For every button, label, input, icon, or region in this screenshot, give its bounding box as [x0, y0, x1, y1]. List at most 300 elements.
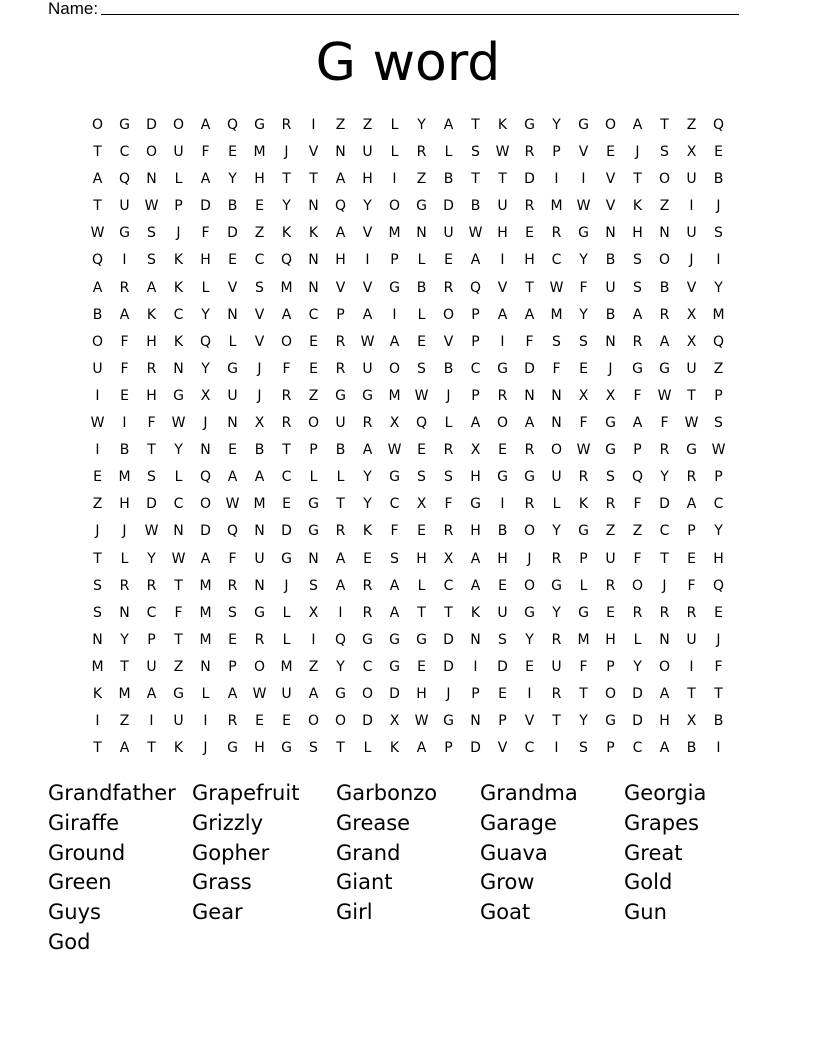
- grid-cell: B: [605, 252, 616, 269]
- grid-cell: A: [200, 117, 211, 133]
- grid-cell: O: [604, 117, 617, 133]
- grid-cell: S: [579, 740, 588, 757]
- grid-cell: G: [632, 360, 643, 377]
- grid-cell: T: [147, 740, 156, 757]
- grid-cell: F: [201, 144, 210, 161]
- grid-cell: U: [686, 631, 697, 648]
- grid-cell: G: [686, 442, 697, 459]
- grid-cell: P: [174, 198, 183, 215]
- grid-cell: G: [524, 604, 535, 621]
- grid-cell: P: [633, 442, 642, 459]
- grid-cell: F: [390, 523, 399, 540]
- grid-row: [84, 384, 732, 411]
- grid-cell: A: [146, 279, 157, 296]
- grid-cell: Z: [308, 658, 319, 675]
- grid-cell: I: [311, 631, 316, 648]
- grid-cell: K: [173, 279, 184, 296]
- grid-cell: I: [473, 658, 478, 675]
- grid-cell: S: [552, 333, 561, 350]
- grid-cell: J: [689, 252, 694, 269]
- grid-cell: H: [416, 685, 427, 702]
- grid-cell: S: [579, 333, 588, 350]
- grid-cell: J: [635, 144, 640, 161]
- grid-cell: J: [446, 685, 451, 702]
- grid-cell: E: [498, 577, 507, 594]
- grid-cell: J: [662, 577, 667, 594]
- grid-cell: W: [657, 387, 672, 404]
- grid-cell: T: [498, 171, 507, 188]
- grid-cell: S: [309, 740, 318, 757]
- grid-cell: Z: [92, 496, 103, 513]
- grid-cell: Z: [362, 117, 373, 133]
- grid-cell: N: [308, 198, 319, 215]
- grid-cell: D: [281, 523, 292, 540]
- grid-cell: A: [632, 117, 643, 133]
- grid-cell: W: [360, 333, 375, 350]
- grid-cell: P: [714, 469, 723, 486]
- grid-cell: S: [714, 225, 723, 242]
- grid-cell: J: [257, 387, 262, 404]
- grid-cell: T: [444, 604, 453, 621]
- grid-cell: G: [605, 713, 616, 730]
- grid-cell: A: [308, 685, 319, 702]
- grid-cell: E: [282, 496, 291, 513]
- grid-cell: Q: [118, 171, 131, 188]
- grid-cell: T: [174, 631, 183, 648]
- grid-cell: J: [446, 387, 451, 404]
- grid-cell: G: [281, 550, 292, 567]
- grid-cell: O: [631, 577, 644, 594]
- grid-cell: S: [93, 604, 102, 621]
- grid-cell: Q: [415, 415, 428, 432]
- grid-cell: Y: [552, 523, 561, 540]
- grid-cell: H: [119, 496, 130, 513]
- grid-cell: S: [390, 550, 399, 567]
- grid-cell: Y: [633, 658, 642, 675]
- grid-row: [84, 276, 732, 303]
- grid-cell: L: [201, 685, 210, 702]
- grid-cell: R: [551, 225, 562, 242]
- grid-cell: F: [444, 496, 453, 513]
- grid-cell: E: [309, 360, 318, 377]
- grid-cell: R: [551, 685, 562, 702]
- grid-cell: P: [687, 523, 696, 540]
- grid-cell: E: [228, 144, 237, 161]
- grid-row: [84, 194, 732, 221]
- grid-cell: R: [551, 550, 562, 567]
- grid-cell: H: [416, 550, 427, 567]
- grid-cell: K: [497, 117, 508, 133]
- grid-cell: L: [552, 496, 561, 513]
- grid-cell: V: [605, 171, 616, 188]
- grid-cell: W: [171, 550, 186, 567]
- grid-cell: R: [659, 604, 670, 621]
- grid-cell: O: [172, 117, 185, 133]
- grid-cell: J: [203, 740, 208, 757]
- grid-cell: S: [633, 252, 642, 269]
- grid-cell: O: [361, 685, 374, 702]
- grid-cell: O: [523, 523, 536, 540]
- grid-cell: A: [200, 550, 211, 567]
- grid-cell: X: [254, 415, 265, 432]
- grid-cell: U: [146, 658, 157, 675]
- grid-cell: A: [335, 225, 346, 242]
- grid-cell: W: [684, 415, 699, 432]
- grid-cell: J: [95, 523, 100, 540]
- grid-cell: Z: [713, 360, 724, 377]
- grid-cell: A: [659, 333, 670, 350]
- grid-row: [84, 709, 732, 736]
- grid-cell: H: [254, 740, 265, 757]
- word-list-item: Gun: [624, 900, 667, 925]
- grid-cell: Y: [174, 442, 183, 459]
- grid-cell: N: [605, 333, 616, 350]
- grid-cell: F: [147, 415, 156, 432]
- grid-cell: Q: [712, 117, 725, 133]
- grid-cell: D: [632, 713, 643, 730]
- grid-cell: I: [500, 252, 505, 269]
- grid-cell: Y: [552, 117, 561, 133]
- grid-cell: D: [659, 496, 670, 513]
- grid-cell: X: [200, 387, 211, 404]
- grid-cell: P: [444, 740, 453, 757]
- grid-cell: A: [389, 604, 400, 621]
- grid-cell: H: [632, 225, 643, 242]
- grid-cell: D: [443, 631, 454, 648]
- grid-cell: A: [119, 740, 130, 757]
- grid-cell: P: [471, 333, 480, 350]
- grid-cell: Y: [282, 198, 291, 215]
- grid-cell: Y: [336, 658, 345, 675]
- grid-cell: G: [497, 469, 508, 486]
- grid-cell: A: [470, 415, 481, 432]
- grid-row: [84, 113, 732, 140]
- grid-cell: B: [335, 442, 346, 459]
- grid-cell: P: [336, 306, 345, 323]
- grid-cell: G: [524, 117, 535, 133]
- grid-cell: D: [200, 198, 211, 215]
- grid-cell: G: [389, 279, 400, 296]
- grid-cell: M: [712, 306, 725, 323]
- grid-cell: V: [362, 279, 373, 296]
- grid-cell: R: [659, 306, 670, 323]
- grid-cell: F: [579, 415, 588, 432]
- grid-cell: Q: [199, 333, 212, 350]
- grid-cell: R: [227, 577, 238, 594]
- grid-cell: I: [365, 252, 370, 269]
- grid-cell: G: [173, 685, 184, 702]
- grid-cell: P: [147, 631, 156, 648]
- grid-row: [84, 303, 732, 330]
- grid-cell: E: [498, 685, 507, 702]
- grid-cell: A: [119, 306, 130, 323]
- grid-cell: R: [146, 360, 157, 377]
- grid-cell: U: [605, 550, 616, 567]
- grid-cell: G: [335, 387, 346, 404]
- grid-cell: I: [689, 198, 694, 215]
- grid-cell: A: [389, 577, 400, 594]
- grid-cell: S: [147, 469, 156, 486]
- grid-cell: A: [362, 306, 373, 323]
- grid-cell: E: [417, 442, 426, 459]
- grid-cell: Y: [201, 306, 210, 323]
- grid-cell: U: [173, 144, 184, 161]
- grid-cell: F: [201, 225, 210, 242]
- name-field: [48, 0, 739, 18]
- grid-cell: G: [254, 604, 265, 621]
- grid-cell: C: [119, 144, 130, 161]
- grid-cell: Y: [579, 252, 588, 269]
- grid-cell: V: [443, 333, 454, 350]
- grid-cell: N: [254, 577, 265, 594]
- grid-cell: F: [120, 333, 129, 350]
- grid-cell: R: [632, 604, 643, 621]
- grid-cell: T: [579, 685, 588, 702]
- grid-cell: R: [659, 442, 670, 459]
- word-list-item: Grandma: [480, 781, 578, 805]
- grid-cell: M: [253, 144, 266, 161]
- grid-cell: H: [605, 631, 616, 648]
- grid-cell: Y: [201, 360, 210, 377]
- grid-cell: R: [119, 577, 130, 594]
- grid-cell: D: [200, 523, 211, 540]
- grid-cell: B: [92, 306, 103, 323]
- word-list: [48, 779, 768, 958]
- grid-cell: Y: [579, 306, 588, 323]
- word-list-item: God: [48, 929, 91, 954]
- grid-cell: N: [416, 225, 427, 242]
- grid-cell: L: [444, 415, 453, 432]
- grid-cell: O: [253, 658, 266, 675]
- grid-cell: V: [362, 225, 373, 242]
- grid-row: [84, 492, 732, 519]
- word-list-item: Guava: [480, 840, 548, 865]
- grid-cell: V: [254, 306, 265, 323]
- grid-cell: C: [443, 577, 454, 594]
- name-label: Name:: [48, 0, 99, 18]
- grid-cell: U: [686, 360, 697, 377]
- grid-cell: D: [497, 658, 508, 675]
- grid-cell: G: [119, 225, 130, 242]
- grid-cell: A: [92, 171, 103, 188]
- grid-cell: C: [551, 252, 562, 269]
- grid-cell: T: [174, 577, 183, 594]
- grid-cell: N: [308, 550, 319, 567]
- grid-cell: L: [174, 171, 183, 188]
- grid-cell: B: [659, 279, 670, 296]
- grid-cell: R: [686, 604, 697, 621]
- grid-cell: C: [146, 604, 157, 621]
- grid-cell: X: [470, 442, 481, 459]
- grid-row: [84, 465, 732, 492]
- word-list-item: Grease: [336, 810, 411, 835]
- grid-cell: N: [200, 658, 211, 675]
- grid-cell: C: [281, 469, 292, 486]
- grid-cell: P: [471, 685, 480, 702]
- grid-cell: S: [471, 144, 480, 161]
- grid-cell: P: [606, 740, 615, 757]
- grid-cell: F: [228, 550, 237, 567]
- grid-cell: G: [389, 631, 400, 648]
- grid-cell: T: [687, 387, 696, 404]
- grid-cell: E: [525, 225, 534, 242]
- grid-cell: V: [524, 713, 535, 730]
- grid-cell: G: [416, 198, 427, 215]
- grid-cell: T: [147, 442, 156, 459]
- grid-cell: K: [281, 225, 292, 242]
- grid-cell: L: [417, 306, 426, 323]
- grid-cell: R: [497, 387, 508, 404]
- grid-cell: X: [389, 713, 400, 730]
- grid-cell: I: [527, 685, 532, 702]
- grid-row: [84, 736, 732, 763]
- grid-cell: E: [282, 713, 291, 730]
- word-list-item: Ground: [48, 840, 126, 865]
- grid-cell: Y: [660, 469, 669, 486]
- grid-cell: W: [90, 415, 105, 432]
- grid-cell: M: [199, 604, 212, 621]
- grid-cell: R: [254, 631, 265, 648]
- grid-row: [84, 140, 732, 167]
- grid-cell: R: [443, 442, 454, 459]
- word-list-item: Great: [624, 840, 683, 865]
- grid-cell: J: [122, 523, 127, 540]
- grid-cell: K: [92, 685, 103, 702]
- grid-cell: K: [362, 523, 373, 540]
- grid-cell: B: [470, 198, 481, 215]
- grid-row: [84, 519, 732, 546]
- grid-cell: A: [200, 171, 211, 188]
- grid-cell: A: [389, 333, 400, 350]
- grid-cell: U: [92, 360, 103, 377]
- grid-cell: A: [92, 279, 103, 296]
- grid-cell: F: [633, 387, 642, 404]
- grid-cell: W: [576, 198, 591, 215]
- word-list-item: Giant: [336, 870, 393, 895]
- name-underline: [101, 0, 739, 15]
- word-list-item: Giraffe: [48, 810, 119, 835]
- grid-cell: K: [173, 740, 184, 757]
- grid-cell: F: [633, 550, 642, 567]
- grid-cell: L: [228, 333, 237, 350]
- grid-cell: N: [470, 713, 481, 730]
- grid-cell: I: [392, 306, 397, 323]
- grid-cell: H: [713, 550, 724, 567]
- grid-cell: T: [282, 442, 291, 459]
- grid-cell: L: [579, 577, 588, 594]
- grid-row: [84, 628, 732, 655]
- grid-cell: R: [443, 523, 454, 540]
- grid-cell: G: [605, 442, 616, 459]
- grid-cell: D: [524, 360, 535, 377]
- grid-cell: O: [550, 442, 563, 459]
- grid-cell: T: [93, 740, 102, 757]
- grid-cell: E: [606, 144, 615, 161]
- grid-cell: C: [524, 740, 535, 757]
- grid-cell: A: [254, 469, 265, 486]
- grid-cell: A: [146, 685, 157, 702]
- grid-cell: E: [255, 198, 264, 215]
- grid-cell: G: [578, 604, 589, 621]
- grid-cell: J: [716, 198, 721, 215]
- grid-cell: T: [336, 496, 345, 513]
- grid-cell: L: [282, 604, 291, 621]
- grid-cell: Z: [254, 225, 265, 242]
- grid-cell: V: [605, 198, 616, 215]
- grid-cell: A: [362, 442, 373, 459]
- grid-cell: L: [174, 469, 183, 486]
- grid-cell: Q: [199, 469, 212, 486]
- grid-cell: R: [524, 198, 535, 215]
- grid-cell: H: [362, 171, 373, 188]
- grid-cell: P: [228, 658, 237, 675]
- grid-cell: R: [551, 631, 562, 648]
- grid-cell: F: [579, 279, 588, 296]
- grid-cell: Q: [226, 523, 239, 540]
- word-list-item: Grizzly: [192, 810, 264, 835]
- grid-cell: L: [417, 252, 426, 269]
- grid-cell: I: [95, 387, 100, 404]
- grid-cell: E: [417, 658, 426, 675]
- grid-cell: N: [227, 415, 238, 432]
- grid-row: [84, 547, 732, 574]
- grid-cell: E: [228, 252, 237, 269]
- grid-cell: E: [444, 252, 453, 269]
- grid-cell: O: [145, 144, 158, 161]
- grid-cell: O: [523, 577, 536, 594]
- grid-cell: L: [633, 631, 642, 648]
- grid-cell: N: [605, 225, 616, 242]
- grid-cell: A: [281, 306, 292, 323]
- grid-cell: Z: [605, 523, 616, 540]
- grid-cell: R: [119, 279, 130, 296]
- grid-cell: U: [254, 550, 265, 567]
- grid-cell: D: [470, 740, 481, 757]
- grid-cell: J: [284, 577, 289, 594]
- grid-cell: I: [203, 713, 208, 730]
- grid-cell: A: [497, 306, 508, 323]
- grid-cell: V: [686, 279, 697, 296]
- grid-cell: R: [362, 577, 373, 594]
- grid-cell: K: [632, 198, 643, 215]
- grid-cell: G: [470, 496, 481, 513]
- grid-row: [84, 357, 732, 384]
- grid-cell: W: [252, 685, 267, 702]
- word-list-item: Gear: [192, 900, 243, 925]
- grid-cell: F: [282, 360, 291, 377]
- grid-cell: T: [714, 685, 723, 702]
- grid-cell: X: [686, 333, 697, 350]
- grid-cell: T: [93, 198, 102, 215]
- grid-cell: G: [254, 117, 265, 133]
- grid-cell: O: [334, 713, 347, 730]
- grid-cell: D: [146, 117, 157, 133]
- grid-cell: C: [713, 496, 724, 513]
- grid-cell: O: [280, 333, 293, 350]
- word-list-item: Gold: [624, 870, 673, 895]
- grid-cell: S: [633, 279, 642, 296]
- grid-cell: D: [632, 685, 643, 702]
- grid-cell: U: [173, 713, 184, 730]
- grid-cell: F: [552, 360, 561, 377]
- grid-cell: B: [713, 171, 724, 188]
- grid-cell: G: [578, 225, 589, 242]
- grid-cell: A: [470, 252, 481, 269]
- grid-cell: I: [95, 713, 100, 730]
- grid-cell: M: [91, 658, 104, 675]
- grid-cell: Y: [417, 117, 426, 133]
- grid-cell: I: [716, 252, 721, 269]
